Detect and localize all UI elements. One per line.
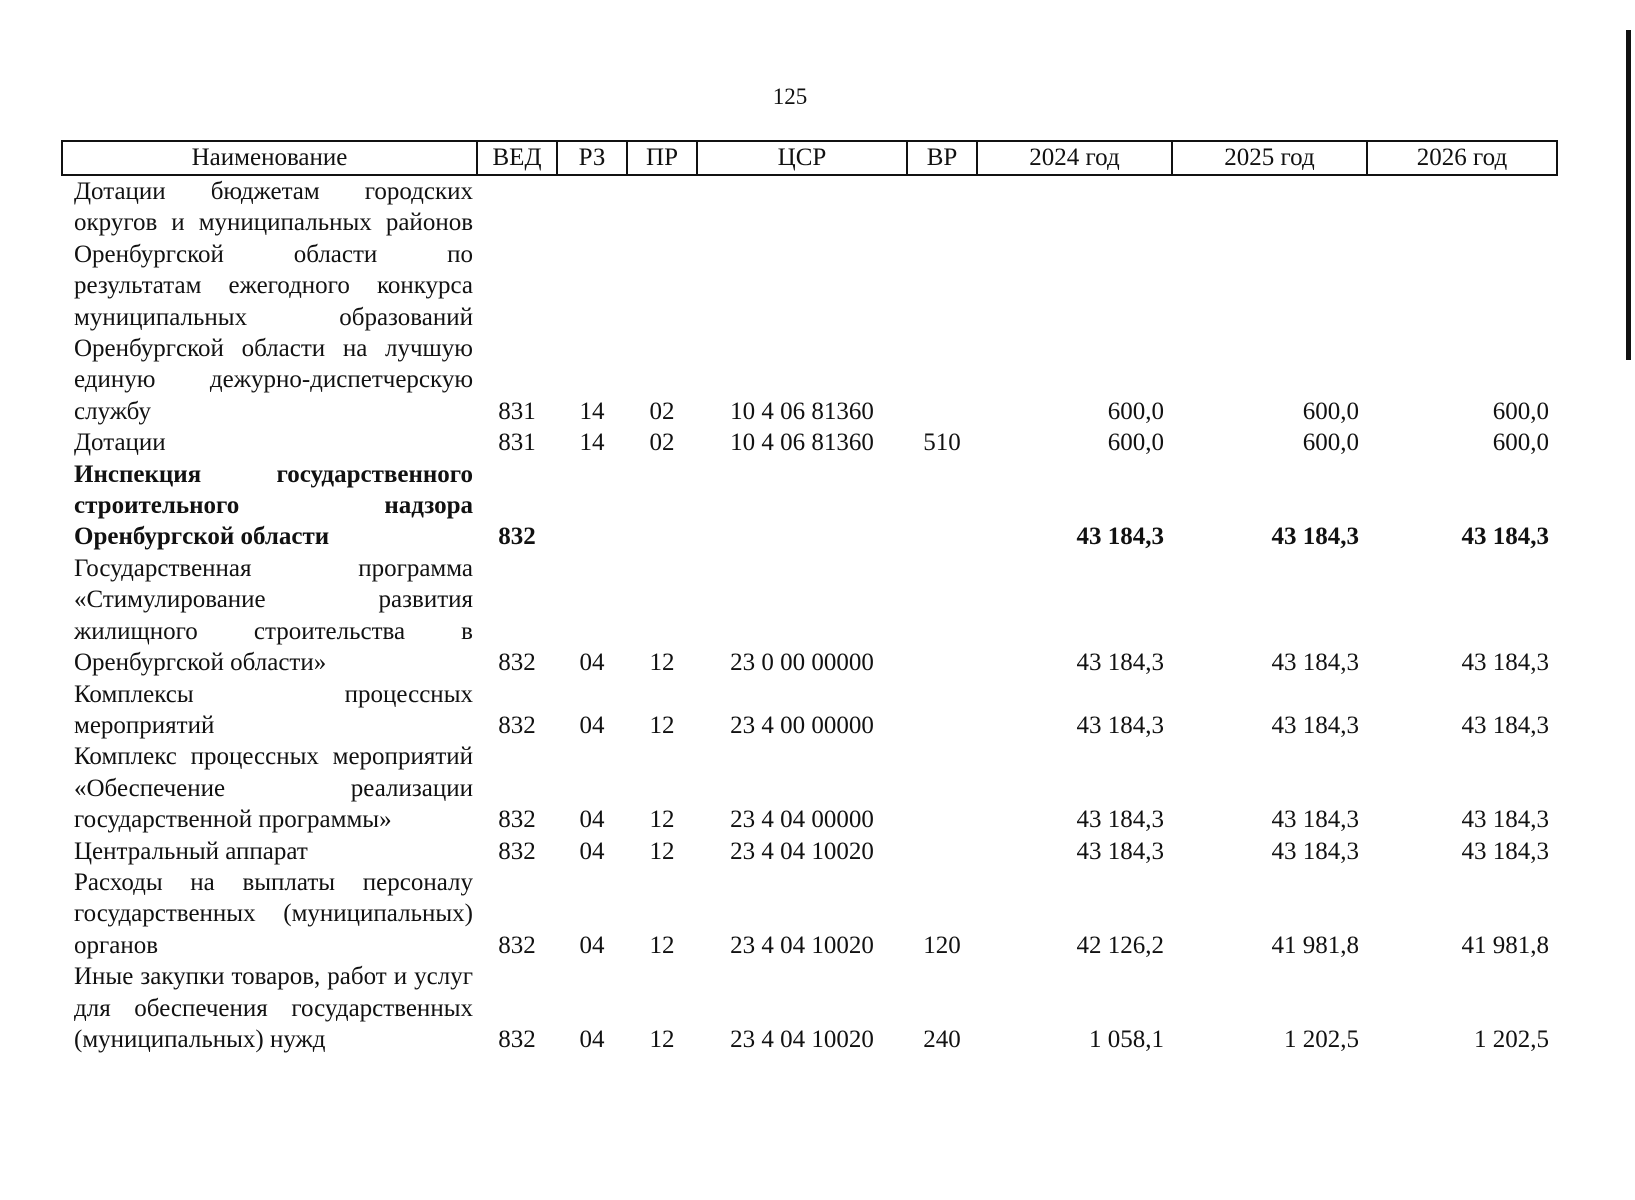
row-2024: 43 184,3 (1076, 806, 1164, 834)
row-csr: 23 4 04 10020 (730, 1025, 874, 1053)
row-rz: 04 (579, 837, 605, 865)
header-name: Наименование (62, 141, 477, 175)
row-vr (907, 741, 977, 835)
header-2025: 2025 год (1172, 141, 1367, 175)
table-header-row (62, 141, 1557, 175)
row-2026: 1 202,5 (1474, 1025, 1549, 1053)
row-rz: 14 (579, 429, 605, 457)
table-row (62, 867, 1557, 961)
row-csr: 23 4 00 00000 (730, 711, 874, 739)
row-pr: 12 (649, 931, 675, 959)
header-csr: ЦСР (697, 141, 907, 175)
row-vr: 240 (923, 1025, 961, 1053)
row-csr: 23 4 04 00000 (730, 806, 874, 834)
row-name: Дотации бюджетам городских округов и муниципальных районов Оренбургской области по результатам ежегодного конкурса муниципальных образований Оренбургской области на лучшую единую дежурно-диспетчерскую службу (74, 178, 473, 425)
table-row (62, 175, 1557, 427)
row-name: Комплекс процессных мероприятий «Обеспечение реализации государственной программы» (74, 743, 473, 834)
row-rz: 04 (579, 1025, 605, 1053)
row-csr: 23 4 04 10020 (730, 931, 874, 959)
row-vr (907, 553, 977, 679)
row-2026: 41 981,8 (1461, 931, 1549, 959)
header-pr: ПР (627, 141, 697, 175)
row-name: Государственная программа «Стимулирование развития жилищного строительства в Оренбургской области» (74, 554, 473, 677)
row-2024: 43 184,3 (1076, 649, 1164, 677)
row-rz: 04 (579, 806, 605, 834)
row-pr (627, 459, 697, 553)
row-rz: 04 (579, 931, 605, 959)
header-vr: ВР (907, 141, 977, 175)
row-name: Комплексы процессных мероприятий (74, 680, 473, 739)
table-body (62, 175, 1557, 1055)
row-2024: 1 058,1 (1089, 1025, 1164, 1053)
budget-table (61, 140, 1558, 1055)
row-2026: 600,0 (1492, 397, 1549, 425)
row-ved: 832 (498, 1025, 536, 1053)
row-ved: 832 (498, 806, 536, 834)
table-row (62, 427, 1557, 458)
row-name: Центральный аппарат (74, 837, 308, 865)
row-ved: 832 (498, 523, 536, 551)
row-ved: 831 (498, 429, 536, 457)
row-csr: 23 4 04 10020 (730, 837, 874, 865)
row-vr: 120 (923, 931, 961, 959)
row-2024: 600,0 (1107, 429, 1164, 457)
header-2026: 2026 год (1367, 141, 1557, 175)
header-2024: 2024 год (977, 141, 1172, 175)
row-vr (907, 836, 977, 867)
row-csr: 10 4 06 81360 (730, 397, 874, 425)
row-2025: 600,0 (1302, 429, 1359, 457)
table-row (62, 741, 1557, 835)
row-2025: 43 184,3 (1271, 837, 1359, 865)
row-2025: 43 184,3 (1271, 806, 1359, 834)
table-row (62, 459, 1557, 553)
row-rz (557, 459, 627, 553)
row-rz: 04 (579, 649, 605, 677)
row-2026: 600,0 (1492, 429, 1549, 457)
row-2024: 43 184,3 (1076, 523, 1164, 551)
table-row (62, 836, 1557, 867)
row-ved: 832 (498, 649, 536, 677)
row-csr: 23 0 00 00000 (730, 649, 874, 677)
row-vr (907, 679, 977, 742)
row-pr: 12 (649, 1025, 675, 1053)
row-ved: 832 (498, 931, 536, 959)
row-name: Дотации (74, 429, 166, 457)
row-2025: 41 981,8 (1271, 931, 1359, 959)
row-csr (697, 459, 907, 553)
row-pr: 12 (649, 837, 675, 865)
row-csr: 10 4 06 81360 (730, 429, 874, 457)
row-ved: 831 (498, 397, 536, 425)
header-rz: РЗ (557, 141, 627, 175)
row-2026: 43 184,3 (1461, 649, 1549, 677)
row-vr (907, 175, 977, 427)
row-2026: 43 184,3 (1461, 711, 1549, 739)
row-2024: 43 184,3 (1076, 837, 1164, 865)
row-ved: 832 (498, 837, 536, 865)
row-name: Иные закупки товаров, работ и услуг для обеспечения государственных (муниципальных) нужд (74, 963, 473, 1053)
row-2026: 43 184,3 (1461, 523, 1549, 551)
row-2025: 43 184,3 (1271, 711, 1359, 739)
row-2025: 43 184,3 (1271, 649, 1359, 677)
row-name: Расходы на выплаты персоналу государственных (муниципальных) органов (74, 868, 473, 959)
row-pr: 12 (649, 649, 675, 677)
row-vr (907, 459, 977, 553)
row-ved: 832 (498, 711, 536, 739)
row-pr: 12 (649, 806, 675, 834)
row-pr: 02 (649, 397, 675, 425)
table-row (62, 679, 1557, 742)
header-ved: ВЕД (477, 141, 557, 175)
row-vr: 510 (923, 429, 961, 457)
row-pr: 02 (649, 429, 675, 457)
row-2026: 43 184,3 (1461, 837, 1549, 865)
row-rz: 14 (579, 397, 605, 425)
row-2025: 43 184,3 (1271, 523, 1359, 551)
page-number: 125 (772, 84, 808, 109)
row-2025: 600,0 (1302, 397, 1359, 425)
row-2026: 43 184,3 (1461, 806, 1549, 834)
table-row (62, 961, 1557, 1055)
row-name: Инспекция государственного строительного надзора Оренбургской области (74, 460, 473, 551)
row-rz: 04 (579, 711, 605, 739)
table-row (62, 553, 1557, 679)
row-2024: 600,0 (1107, 397, 1164, 425)
row-2024: 43 184,3 (1076, 711, 1164, 739)
scan-edge-artifact (1626, 30, 1631, 360)
row-2024: 42 126,2 (1076, 931, 1164, 959)
row-pr: 12 (649, 711, 675, 739)
row-2025: 1 202,5 (1284, 1025, 1359, 1053)
